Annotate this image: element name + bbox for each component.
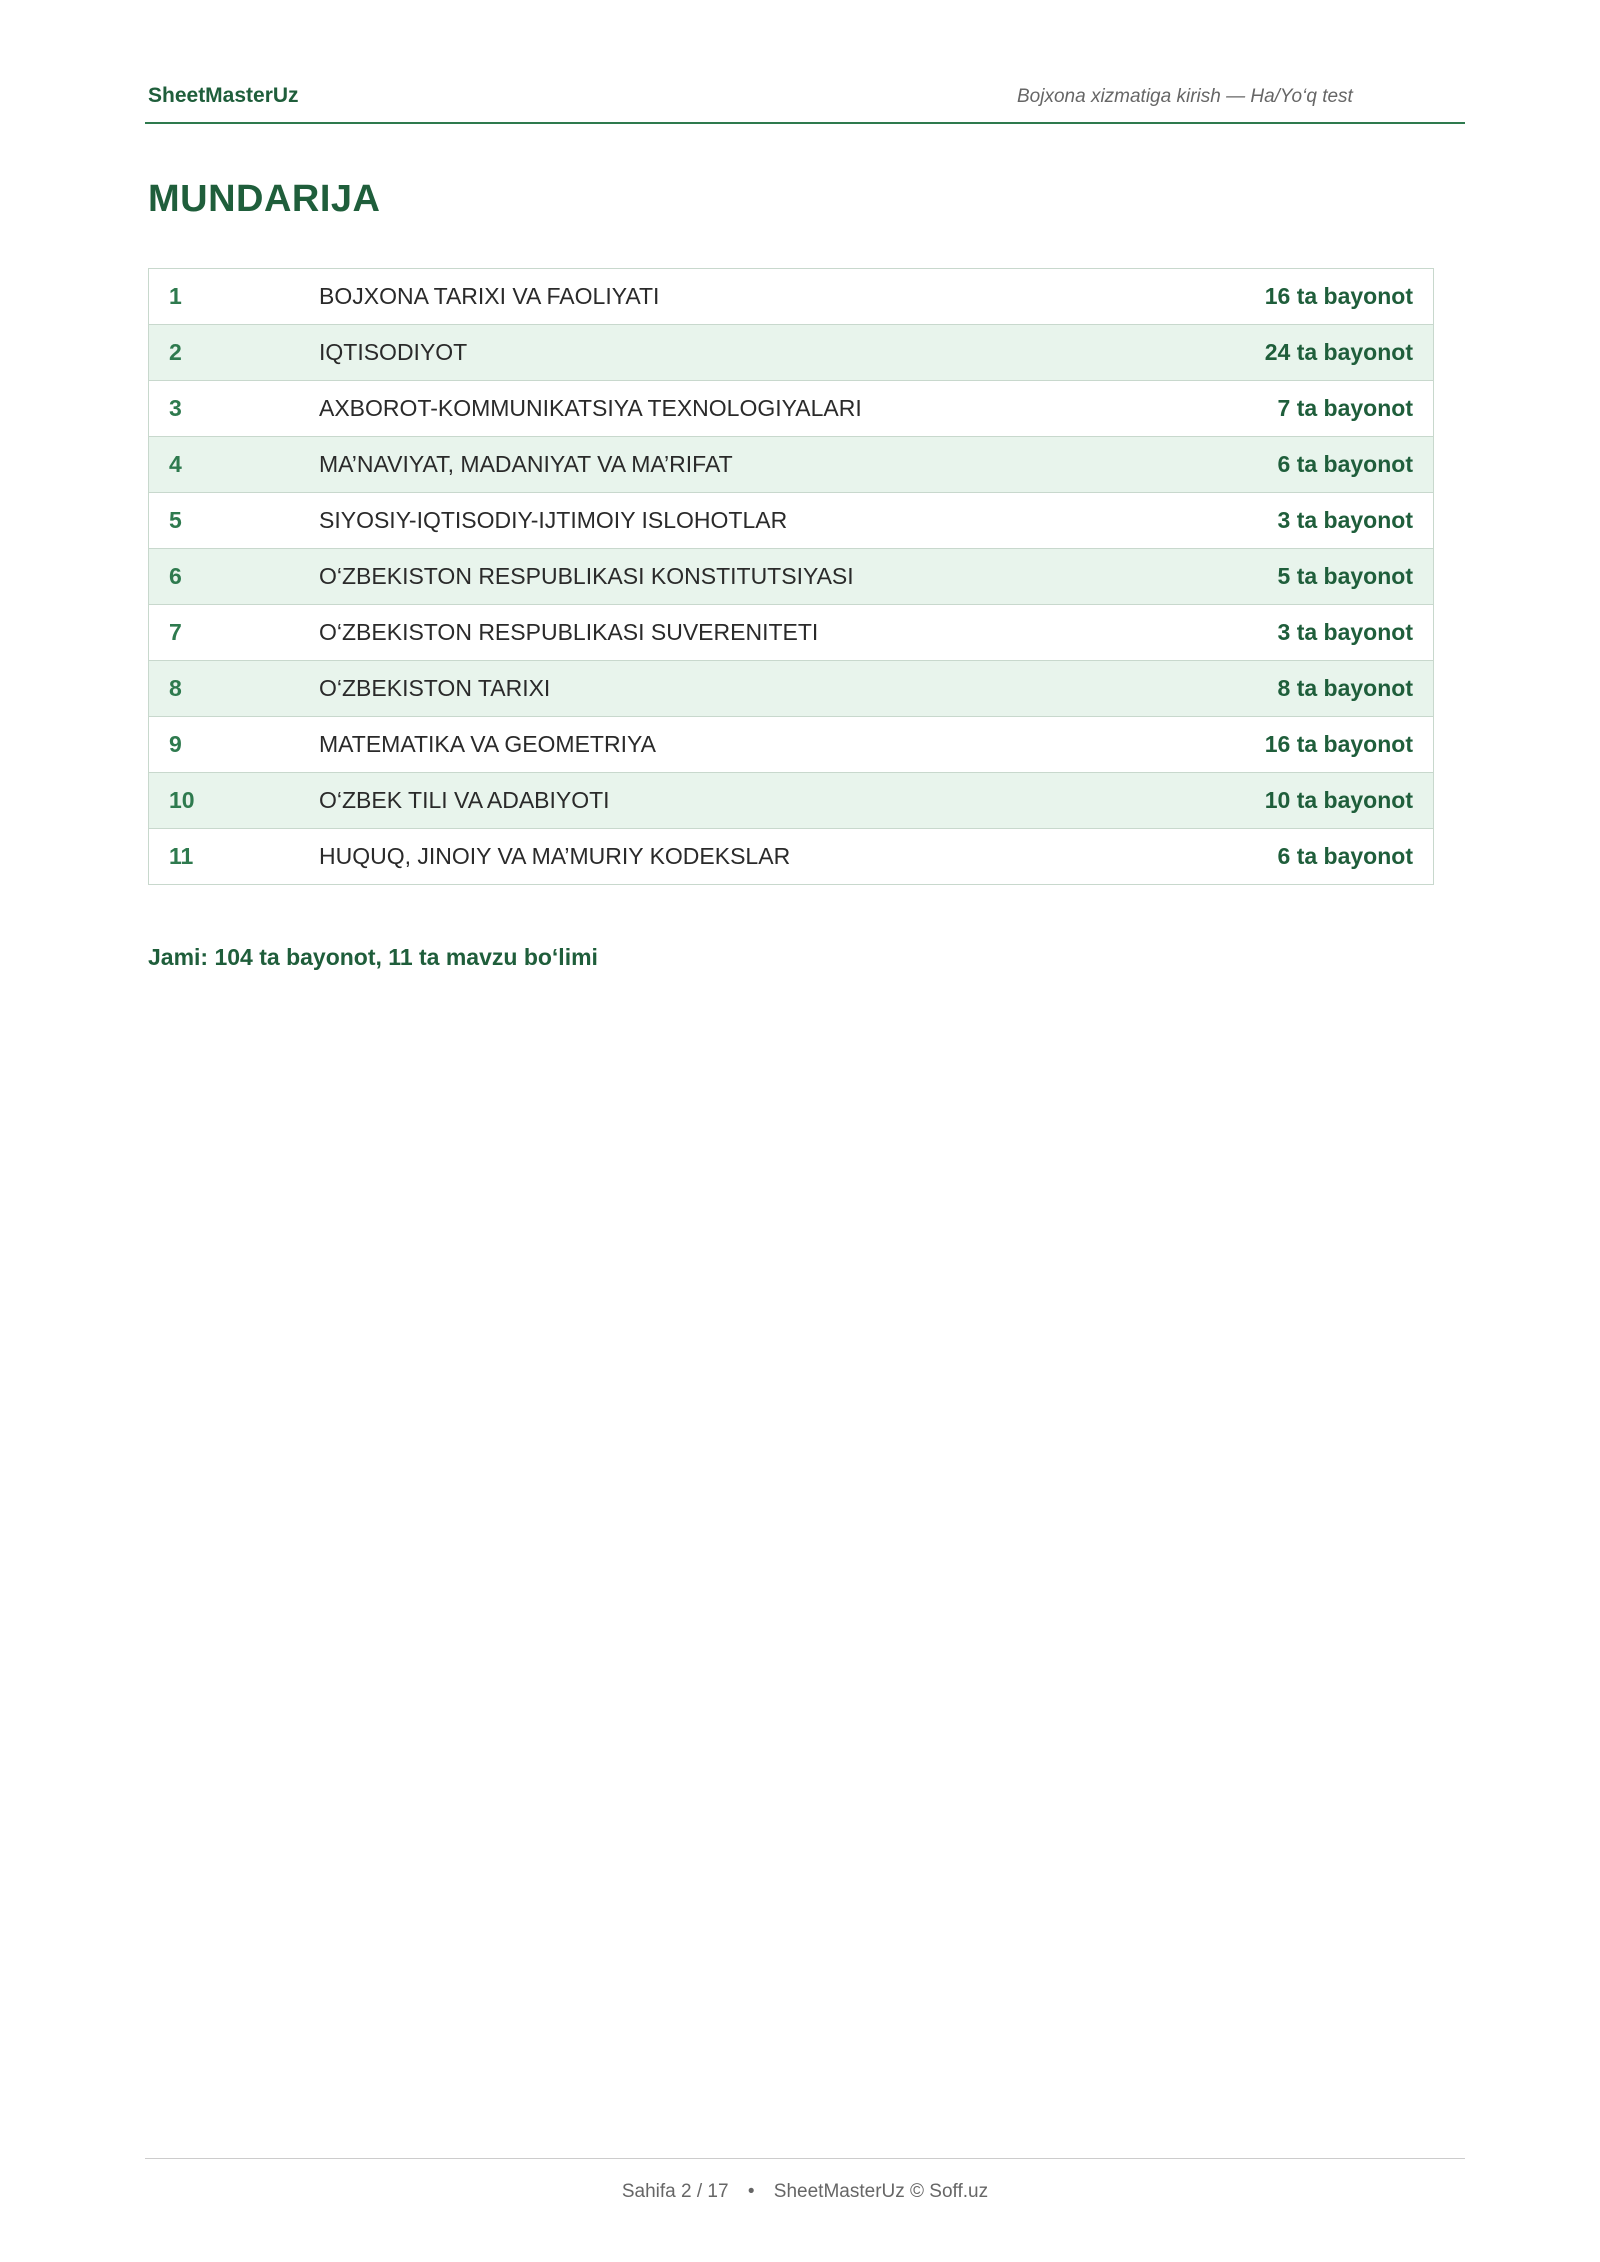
toc-row-title: O‘ZBEKISTON RESPUBLIKASI KONSTITUTSIYASI <box>299 549 1163 605</box>
toc-row-title: AXBOROT-KOMMUNIKATSIYA TEXNOLOGIYALARI <box>299 381 1163 437</box>
toc-row-title: IQTISODIYOT <box>299 325 1163 381</box>
toc-row-count: 8 ta bayonot <box>1163 661 1434 717</box>
toc-row-count: 3 ta bayonot <box>1163 493 1434 549</box>
toc-row <box>149 493 1434 549</box>
toc-row-number: 9 <box>149 717 300 773</box>
toc-row <box>149 381 1434 437</box>
toc-row-number: 2 <box>149 325 300 381</box>
toc-row-count: 5 ta bayonot <box>1163 549 1434 605</box>
toc-row <box>149 605 1434 661</box>
toc-row-number: 7 <box>149 605 300 661</box>
toc-row-title: SIYOSIY-IQTISODIY-IJTIMOIY ISLOHOTLAR <box>299 493 1163 549</box>
toc-row <box>149 773 1434 829</box>
toc-row-count: 10 ta bayonot <box>1163 773 1434 829</box>
toc-row-title: O‘ZBEKISTON TARIXI <box>299 661 1163 717</box>
footer-text <box>145 2181 1465 2203</box>
toc-body <box>149 269 1434 885</box>
document-subtitle: Bojxona xizmatiga kirish — Ha/Yo‘q test <box>1017 86 1353 107</box>
toc-row-number: 1 <box>149 269 300 325</box>
toc-row-number: 8 <box>149 661 300 717</box>
toc-row-count: 24 ta bayonot <box>1163 325 1434 381</box>
toc-row-count: 6 ta bayonot <box>1163 829 1434 885</box>
toc-table <box>148 268 1434 885</box>
toc-row <box>149 437 1434 493</box>
toc-row-count: 16 ta bayonot <box>1163 269 1434 325</box>
toc-row <box>149 661 1434 717</box>
toc-row-count: 3 ta bayonot <box>1163 605 1434 661</box>
toc-row <box>149 829 1434 885</box>
toc-row-number: 10 <box>149 773 300 829</box>
footer-separator: • <box>747 2181 755 2202</box>
toc-row-number: 3 <box>149 381 300 437</box>
toc-row-title: MATEMATIKA VA GEOMETRIYA <box>299 717 1163 773</box>
toc-total: Jami: 104 ta bayonot, 11 ta mavzu bo‘limi <box>148 944 598 970</box>
toc-row-number: 5 <box>149 493 300 549</box>
toc-title: MUNDARIJA <box>148 178 381 220</box>
footer-copyright: SheetMasterUz © Soff.uz <box>773 2181 989 2202</box>
toc-row <box>149 325 1434 381</box>
toc-row-number: 6 <box>149 549 300 605</box>
brand-name: SheetMasterUz <box>148 84 299 107</box>
toc-row-title: HUQUQ, JINOIY VA MA’MURIY KODEKSLAR <box>299 829 1163 885</box>
toc-row-title: MA’NAVIYAT, MADANIYAT VA MA’RIFAT <box>299 437 1163 493</box>
toc-row-title: O‘ZBEK TILI VA ADABIYOTI <box>299 773 1163 829</box>
page-header <box>145 0 1465 124</box>
toc-row <box>149 549 1434 605</box>
toc-row-number: 4 <box>149 437 300 493</box>
toc-row-title: O‘ZBEKISTON RESPUBLIKASI SUVERENITETI <box>299 605 1163 661</box>
toc-row-count: 6 ta bayonot <box>1163 437 1434 493</box>
toc-row-number: 11 <box>149 829 300 885</box>
toc-row <box>149 269 1434 325</box>
page-number: Sahifa 2 / 17 <box>621 2181 729 2202</box>
toc-row <box>149 717 1434 773</box>
toc-row-title: BOJXONA TARIXI VA FAOLIYATI <box>299 269 1163 325</box>
page-footer <box>145 2158 1465 2202</box>
toc-row-count: 7 ta bayonot <box>1163 381 1434 437</box>
toc-row-count: 16 ta bayonot <box>1163 717 1434 773</box>
